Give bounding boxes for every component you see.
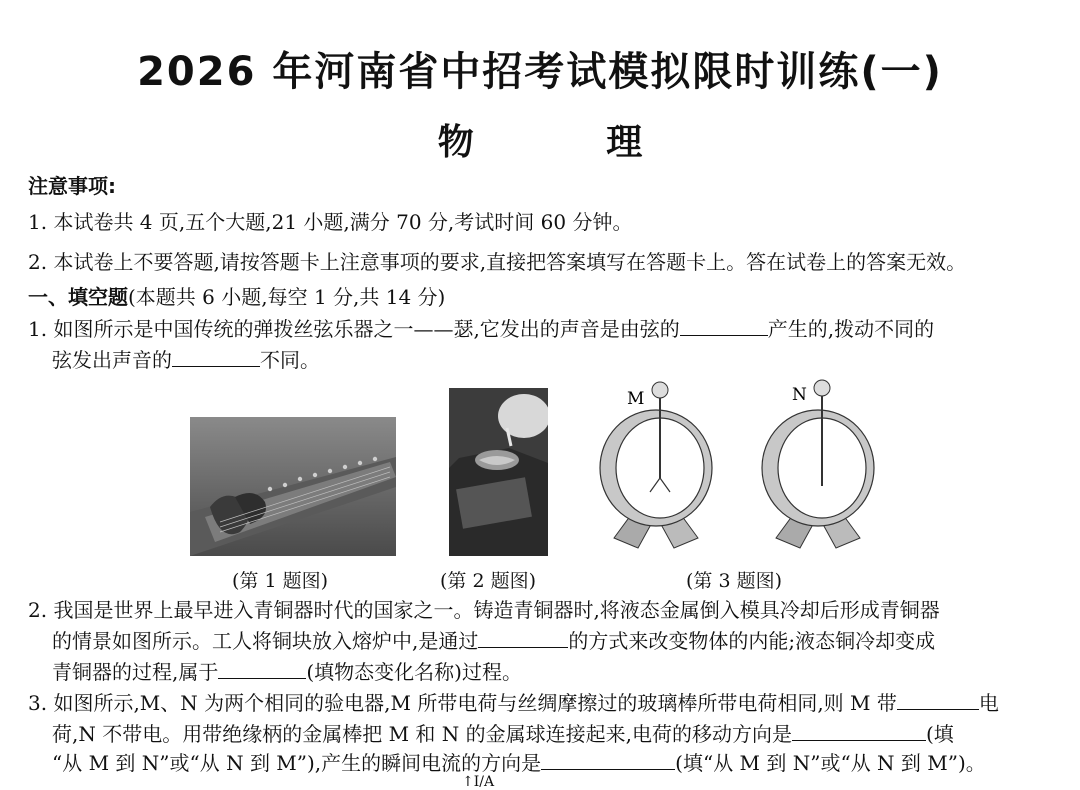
question-3-line-1 [28, 690, 999, 716]
question-1-line-1 [28, 316, 934, 342]
figure-1-caption: (第 1 题图) [232, 570, 328, 592]
q3-text-e: “从 M 到 N”或“从 N 到 M”),产生的瞬间电流的方向是 [52, 751, 542, 775]
q2-text-c: 青铜器的过程,属于 [52, 660, 219, 684]
answer-blank[interactable] [792, 722, 926, 741]
q1-text-a: 1. 如图所示是中国传统的弹拨丝弦乐器之一——瑟,它发出的声音是由弦的 [28, 317, 680, 341]
electroscope-m [600, 382, 712, 548]
label-m: M [627, 389, 645, 409]
question-1-line-2 [52, 347, 320, 373]
answer-blank[interactable] [172, 348, 260, 367]
notice-item-1: 1. 本试卷共 4 页,五个大题,21 小题,满分 70 分,考试时间 60 分钟。 [28, 210, 633, 234]
subject-title: 物 理 [437, 122, 683, 163]
q3-text-c: 荷,N 不带电。用带绝缘柄的金属棒把 M 和 N 的金属球连接起来,电荷的移动方向是 [52, 722, 792, 746]
figure-3-electroscopes [596, 378, 888, 558]
question-3-line-2 [52, 721, 954, 747]
q2-text-a: 的情景如图所示。工人将铜块放入熔炉中,是通过 [52, 629, 479, 653]
question-2-line-3 [52, 659, 522, 685]
figure-2-casting-photo [449, 388, 548, 556]
page-footer: ↑I/A [462, 774, 495, 790]
q2-text-d: (填物态变化名称)过程。 [306, 660, 522, 684]
question-2-line-2 [52, 628, 935, 654]
answer-blank[interactable] [541, 751, 675, 770]
answer-blank[interactable] [897, 691, 979, 710]
figure-3-caption: (第 3 题图) [686, 570, 782, 592]
section-note: (本题共 6 小题,每空 1 分,共 14 分) [128, 285, 446, 309]
answer-blank[interactable] [218, 660, 306, 679]
electroscope-n [762, 380, 874, 548]
q3-text-f: (填“从 M 到 N”或“从 N 到 M”)。 [675, 751, 986, 775]
answer-blank[interactable] [478, 629, 568, 648]
notice-heading: 注意事项: [28, 174, 116, 198]
answer-blank[interactable] [680, 317, 768, 336]
question-3-line-3 [52, 750, 986, 776]
section-title: 一、填空题 [28, 285, 128, 309]
q2-text-b: 的方式来改变物体的内能;液态铜冷却变成 [568, 629, 936, 653]
section-heading [28, 284, 445, 310]
q3-text-a: 3. 如图所示,M、N 为两个相同的验电器,M 所带电荷与丝绸摩擦过的玻璃棒所带电荷相同,则 M 带 [28, 691, 897, 715]
q1-text-c: 弦发出声音的 [52, 348, 172, 372]
question-2-line-1: 2. 我国是世界上最早进入青铜器时代的国家之一。铸造青铜器时,将液态金属倒入模具冷却后形成青铜器 [28, 598, 940, 622]
q3-text-b: 电 [978, 691, 999, 715]
notice-item-2: 2. 本试卷上不要答题,请按答题卡上注意事项的要求,直接把答案填写在答题卡上。答在试卷上的答案无效。 [28, 250, 967, 274]
q1-text-b: 产生的,拨动不同的 [767, 317, 935, 341]
label-n: N [792, 385, 807, 405]
page-title: 2026 年河南省中招考试模拟限时训练(一) [137, 49, 943, 95]
figure-1-se-photo [190, 417, 396, 556]
q3-text-d: (填 [925, 722, 954, 746]
figure-2-caption: (第 2 题图) [440, 570, 536, 592]
q1-text-d: 不同。 [260, 348, 320, 372]
